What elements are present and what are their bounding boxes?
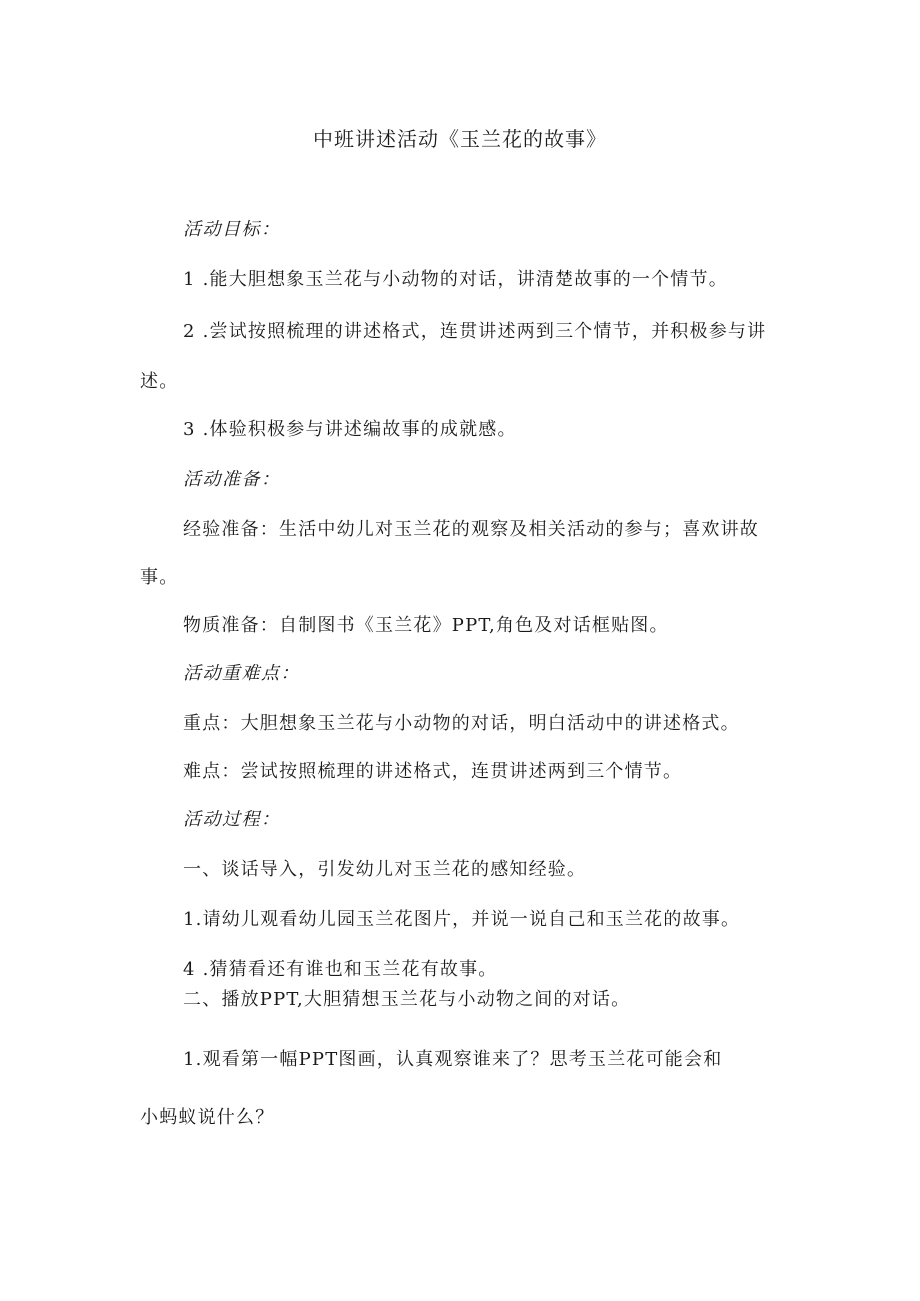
process-step-1: 一、谈话导入，引发幼儿对玉兰花的感知经验。 xyxy=(183,859,587,880)
difficult-point: 难点：尝试按照梳理的讲述格式，连贯讲述两到三个情节。 xyxy=(183,761,683,782)
process-step-1-item-1: 1.请幼儿观看幼儿园玉兰花图片，并说一说自己和玉兰花的故事。 xyxy=(183,909,741,930)
key-point: 重点：大胆想象玉兰花与小动物的对话，明白活动中的讲述格式。 xyxy=(183,713,740,734)
key-heading: 活动重难点： xyxy=(183,663,300,684)
prep-material: 物质准备：自制图书《玉兰花》PPT,角色及对话框贴图。 xyxy=(183,615,669,636)
goal-item-2-line-2: 述。 xyxy=(140,371,179,392)
prep-heading: 活动准备： xyxy=(183,469,281,490)
prep-experience-line-1: 经验准备：生活中幼儿对玉兰花的观察及相关活动的参与；喜欢讲故 xyxy=(183,519,759,540)
process-step-2-item-1-line-2: 小蚂蚁说什么？ xyxy=(140,1107,275,1128)
process-heading: 活动过程： xyxy=(183,809,281,830)
process-step-1-item-4: 4 .猜猜看还有谁也和玉兰花有故事。 xyxy=(183,959,498,980)
process-step-2: 二、播放PPT,大胆猜想玉兰花与小动物之间的对话。 xyxy=(183,989,631,1010)
goal-heading: 活动目标： xyxy=(183,219,281,240)
goal-item-2-line-1: 2 .尝试按照梳理的讲述格式，连贯讲述两到三个情节，并积极参与讲 xyxy=(183,321,767,342)
prep-experience-line-2: 事。 xyxy=(140,567,179,588)
document-title: 中班讲述活动《玉兰花的故事》 xyxy=(313,127,607,151)
goal-item-3: 3 .体验积极参与讲述编故事的成就感。 xyxy=(183,419,517,440)
goal-item-1: 1 .能大胆想象玉兰花与小动物的对话，讲清楚故事的一个情节。 xyxy=(183,269,728,290)
process-step-2-item-1-line-1: 1.观看第一幅PPT图画，认真观察谁来了？思考玉兰花可能会和 xyxy=(183,1049,723,1070)
